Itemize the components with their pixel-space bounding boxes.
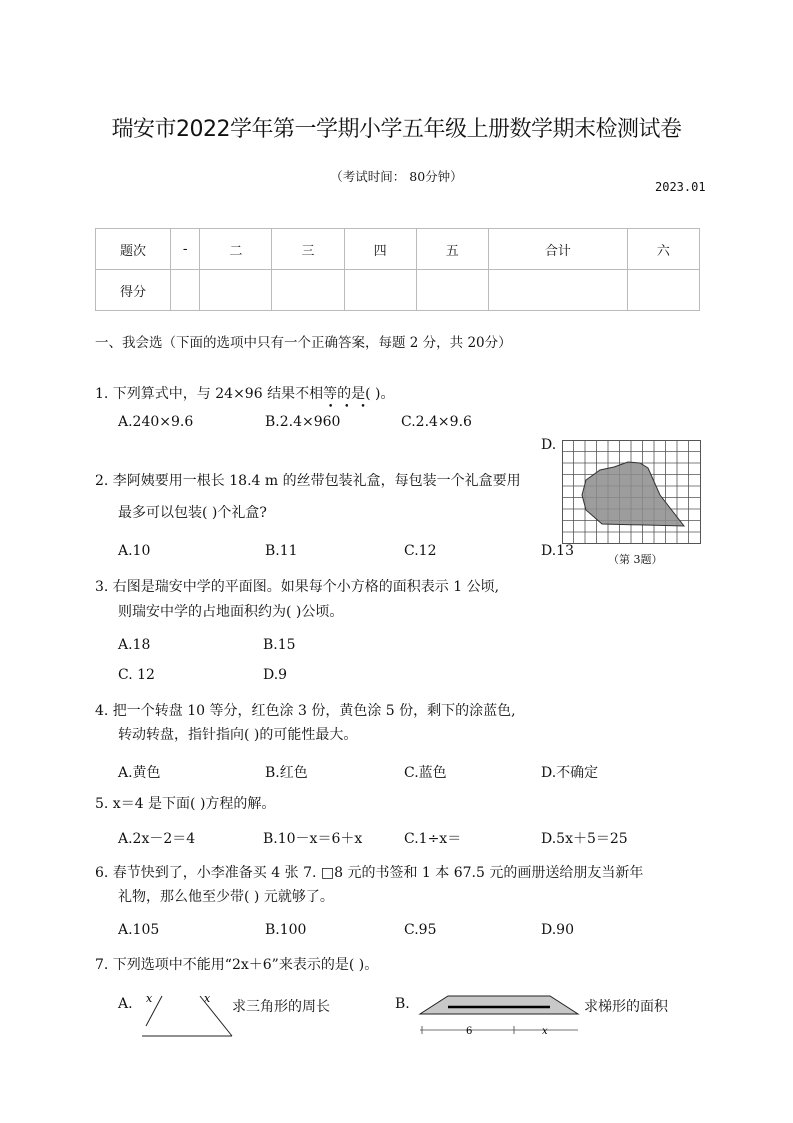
q7-option-b-text: 求梯形的面积 — [584, 999, 668, 1015]
exam-duration: （考试时间： 80分钟） — [330, 169, 463, 184]
score-table-score-row — [96, 270, 700, 311]
figure-caption: （第 3题） — [608, 553, 663, 566]
question-6-line1: 6. 春节快到了，小李准备买 4 张 7. □8 元的书签和 1 本 67.5 元的画册送给朋友当新年 — [95, 865, 644, 881]
q1-option-b[interactable]: B.2.4×960 — [265, 414, 341, 430]
q6-option-d[interactable]: D.90 — [541, 922, 574, 938]
question-3-line1: 3. 右图是瑞安中学的平面图。如果每个小方格的面积表示 1 公顷, — [95, 579, 500, 595]
score-table-header-row — [96, 229, 700, 270]
score-cell[interactable] — [488, 270, 627, 311]
q4-option-d[interactable]: D.不确定 — [541, 765, 599, 781]
score-cell[interactable] — [272, 270, 344, 311]
page-title: 瑞安市2022学年第一学期小学五年级上册数学期末检测试卷 — [111, 117, 682, 142]
trapezoid-figure — [418, 990, 580, 1040]
section-heading: 一、我会选（下面的选项中只有一个正确答案，每题 2 分，共 20分） — [95, 335, 512, 351]
q1-option-d[interactable]: D. — [541, 437, 557, 453]
triangle-side-x-label: x — [146, 992, 153, 1005]
q2-option-b[interactable]: B.11 — [265, 543, 298, 559]
question-7-stem: 7. 下列选项中不能用“2x＋6”来表示的是( )。 — [95, 957, 379, 973]
q1-option-a[interactable]: A.240×9.6 — [118, 414, 194, 430]
q6-option-b[interactable]: B.100 — [265, 922, 307, 938]
score-header-cell: 六 — [627, 229, 699, 270]
score-cell[interactable] — [344, 270, 416, 311]
score-header-cell: 四 — [344, 229, 416, 270]
q5-option-d[interactable]: D.5x＋5＝25 — [541, 831, 628, 847]
score-header-cell: 二 — [200, 229, 272, 270]
q3-option-c[interactable]: C. 12 — [118, 667, 155, 683]
question-4-line2: 转动转盘，指针指向( )的可能性最大。 — [118, 727, 358, 743]
q4-option-b[interactable]: B.红色 — [265, 765, 308, 781]
score-header-cell: 合计 — [488, 229, 627, 270]
q4-option-c[interactable]: C.蓝色 — [404, 765, 447, 781]
campus-map-grid-figure — [562, 440, 702, 545]
question-5-stem: 5. x＝4 是下面( )方程的解。 — [95, 796, 276, 812]
q2-option-d[interactable]: D.13 — [541, 543, 574, 559]
q5-option-b[interactable]: B.10－x＝6＋x — [263, 831, 363, 847]
emphasis-dots: • • • — [328, 402, 370, 412]
trapezoid-label-6: 6 — [466, 1026, 473, 1037]
question-1-stem: 1. 下列算式中，与 24×96 结果不相等的是( )。 — [95, 386, 395, 402]
triangle-side-x-label: x — [204, 992, 211, 1005]
score-table — [95, 228, 700, 311]
q6-option-c[interactable]: C.95 — [404, 922, 437, 938]
q7-option-b-label[interactable]: B. — [395, 996, 410, 1012]
q7-option-a-text: 求三角形的周长 — [232, 999, 330, 1015]
score-row-label: 得分 — [96, 270, 171, 311]
score-header-cell: 三 — [272, 229, 344, 270]
question-3-line2: 则瑞安中学的占地面积约为( )公顷。 — [118, 604, 344, 620]
q4-option-a[interactable]: A.黄色 — [118, 765, 161, 781]
q5-option-c[interactable]: C.1÷x＝ — [404, 831, 462, 847]
q5-option-a[interactable]: A.2x－2＝4 — [118, 831, 196, 847]
question-2-line1: 2. 李阿姨要用一根长 18.4 m 的丝带包装礼盒，每包装一个礼盒要用 — [95, 473, 521, 489]
question-2-line2: 最多可以包装( )个礼盒? — [118, 505, 267, 521]
q3-option-d[interactable]: D.9 — [263, 667, 288, 683]
q3-option-a[interactable]: A.18 — [118, 637, 151, 653]
q3-option-b[interactable]: B.15 — [263, 637, 296, 653]
triangle-figure — [138, 988, 234, 1042]
score-cell[interactable] — [171, 270, 200, 311]
score-header-cell: - — [171, 229, 200, 270]
score-cell[interactable] — [416, 270, 488, 311]
q6-option-a[interactable]: A.105 — [118, 922, 160, 938]
q2-option-a[interactable]: A.10 — [118, 543, 151, 559]
score-cell[interactable] — [200, 270, 272, 311]
score-header-cell: 题次 — [96, 229, 171, 270]
exam-date: 2023.01 — [655, 180, 706, 194]
q7-option-a-label[interactable]: A. — [118, 996, 133, 1012]
score-header-cell: 五 — [416, 229, 488, 270]
q2-option-c[interactable]: C.12 — [404, 543, 437, 559]
question-6-line2: 礼物，那么他至少带( ) 元就够了。 — [118, 889, 334, 905]
score-cell[interactable] — [627, 270, 699, 311]
question-4-line1: 4. 把一个转盘 10 等分，红色涂 3 份，黄色涂 5 份，剩下的涂蓝色, — [95, 703, 516, 719]
trapezoid-label-x: x — [542, 1026, 548, 1037]
q1-option-c[interactable]: C.2.4×9.6 — [401, 414, 472, 430]
